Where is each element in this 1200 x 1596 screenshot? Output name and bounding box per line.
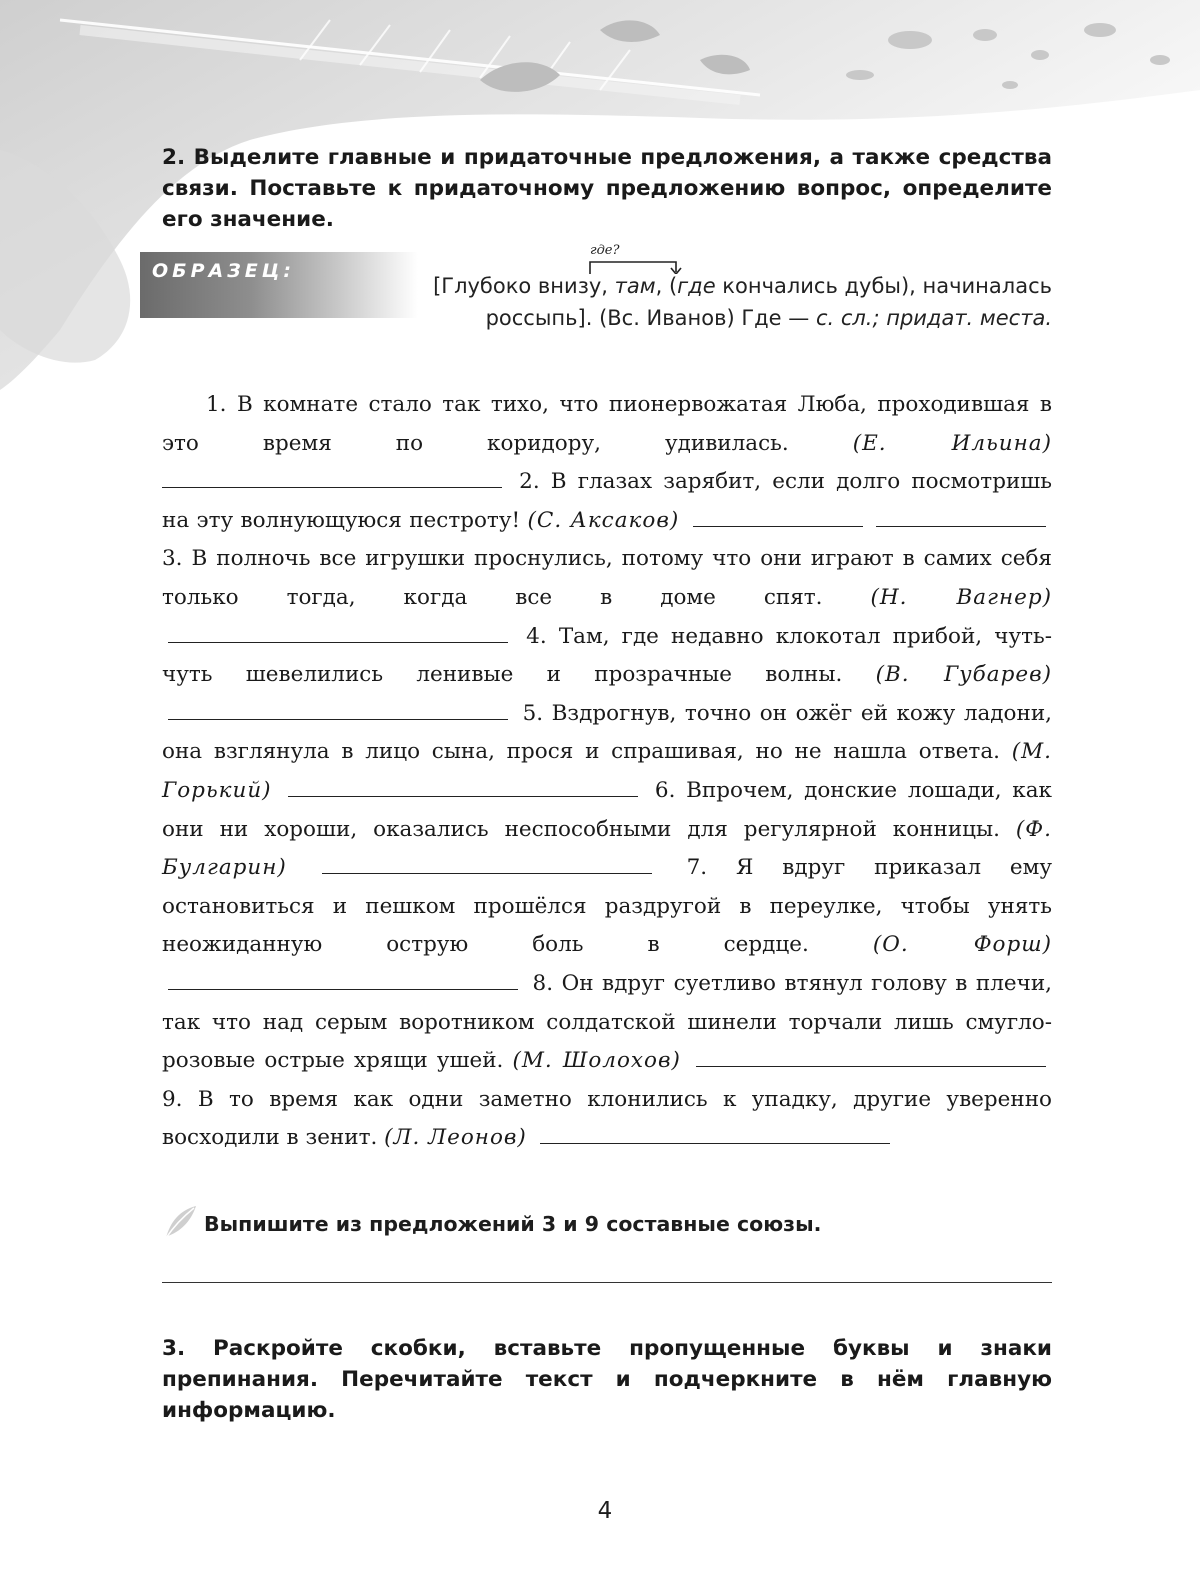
author-7: (О. Форш) — [872, 932, 1053, 958]
sentence-7: 7. Я вдруг приказал ему остановиться и пешком прошёлся раздругой в переулке, чтобы унять неожиданную острую боль в сердце. — [162, 855, 1052, 958]
sample-annotation: с. сл.; придат. места. — [815, 306, 1052, 330]
answer-blank-7[interactable] — [168, 988, 518, 990]
sentence-8: 8. Он вдруг суетливо втянул голову в плечи, так что над серым воротником солдатской шинели торчали лишь смугло-розовые острые хрящи ушей. — [162, 970, 1052, 1074]
sentence-4: 4. Там, где недавно клокотал прибой, чуть-чуть шевелились ленивые и прозрачные волны. — [162, 623, 1052, 688]
task-3-instructions: 3. Раскройте скобки, вставьте пропущенные буквы и знаки препинания. Перечитайте текст и подчеркните в нём главную информацию. — [162, 1336, 1052, 1423]
answer-blank-5[interactable] — [288, 795, 638, 797]
sample-text — [352, 270, 1052, 334]
sample-label-text: ОБРАЗЕЦ: — [152, 260, 295, 282]
sentence-1: 1. В комнате стало так тихо, что пионервожатая Люба, проходившая в это время по коридору, удивилась. — [162, 392, 1052, 456]
question-label: где? — [590, 243, 620, 258]
answer-blank-2[interactable] — [693, 525, 863, 527]
author-3: (Н. Вагнер) — [870, 584, 1052, 610]
answer-blank-4[interactable] — [168, 718, 508, 720]
sentence-3: 3. В полночь все игрушки проснулись, потому что они играют в самих себя только тогда, когда все в доме спят. — [162, 546, 1052, 610]
word-tam: там — [614, 274, 656, 298]
author-6: (Ф. Булгарин) — [162, 816, 1052, 881]
subtask-answer-line[interactable] — [162, 1282, 1052, 1283]
answer-blank-1[interactable] — [162, 486, 502, 488]
answer-blank-9[interactable] — [540, 1142, 890, 1144]
sample-line-1: [Глубоко внизу, там, (где кончались дубы), начиналась — [433, 274, 1052, 298]
word-gde: где — [677, 274, 716, 298]
answer-blank-2b[interactable] — [876, 525, 1046, 527]
sentence-2: 2. В глазах зарябит, если долго посмотришь на эту волнующуюся пестроту! — [162, 469, 1052, 533]
author-9: (Л. Леонов) — [384, 1125, 527, 1151]
sentence-5: 5. Вздрогнув, точно он ожёг ей кожу ладони, она взглянула в лицо сына, прося и спрашивая, но не нашла ответа. — [162, 700, 1052, 765]
author-2: (С. Аксаков) — [527, 507, 680, 533]
exercise-text — [162, 386, 1052, 1158]
exercise-paragraph — [162, 386, 1052, 1158]
author-5: (М. Горький) — [162, 739, 1052, 803]
sentence-6: 6. Впрочем, донские лошади, как они ни хороши, оказались неспособными для регулярной конницы. — [162, 777, 1052, 842]
feather-icon — [162, 1204, 198, 1240]
subtask-text: Выпишите из предложений 3 и 9 составные союзы. — [204, 1212, 822, 1236]
author-1: (Е. Ильина) — [852, 430, 1052, 456]
sentence-9: 9. В то время как одни заметно клонились к упадку, другие уверенно восходили в зенит. — [162, 1086, 1052, 1151]
task-2-instructions: 2. Выделите главные и придаточные предложения, а также средства связи. Поставьте к придаточному предложению вопрос, определите его значение. — [162, 145, 1052, 232]
sample-line-2: россыпь]. (Вс. Иванов) Где — с. сл.; придат. места. — [485, 306, 1052, 330]
answer-blank-8[interactable] — [696, 1065, 1046, 1067]
author-8: (М. Шолохов) — [512, 1048, 681, 1074]
answer-blank-6[interactable] — [322, 872, 652, 874]
answer-blank-3[interactable] — [168, 641, 508, 643]
author-4: (В. Губарев) — [875, 662, 1052, 688]
page-number: 4 — [597, 1498, 613, 1524]
